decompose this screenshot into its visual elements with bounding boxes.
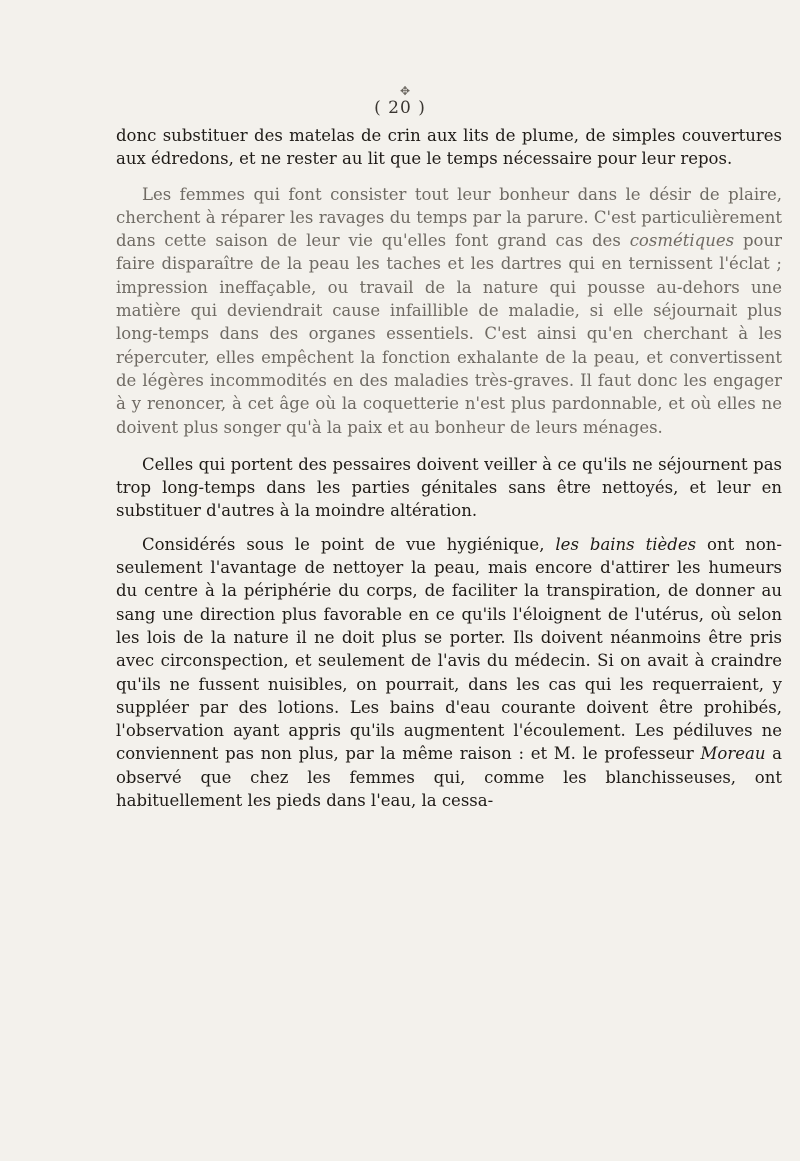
paragraph-2	[116, 183, 782, 439]
paragraph-4	[116, 533, 782, 813]
page-number: ( 20 )	[374, 98, 426, 118]
paragraph-4-seg-0: Considérés sous le point de vue hygiénique,	[142, 534, 556, 554]
paragraph-3-text: Celles qui portent des pessaires doivent veiller à ce qu'ils ne séjournent pas trop long-temps dans les parties génitales sans être nettoyés, et leur en substituer d'autres à la moindre altération.	[116, 454, 782, 521]
paragraph-1	[116, 124, 782, 171]
paragraph-1-text: donc substituer des matelas de crin aux lits de plume, de simples couvertures aux édredons, et ne rester au lit que le temps nécessaire pour leur repos.	[116, 126, 782, 169]
term-bains-tiedes: les bains tièdes	[555, 534, 697, 554]
paragraph-4-seg-4: a observé que chez les femmes qui, comme les blanchisseuses, ont habituellement les pieds dans l'eau, la cessa-	[116, 744, 782, 811]
paragraph-3	[116, 453, 782, 523]
paragraph-2-seg-0: Les femmes qui font consister tout leur bonheur dans le désir de plaire, cherchent à réparer les ravages du temps par la parure. C'est particulièrement dans cette saison de leur vie qu'elles font grand cas des	[116, 184, 782, 251]
printer-mark: ✥	[400, 84, 411, 98]
term-cosmetiques: cosmétiques	[629, 231, 735, 251]
paragraph-4-seg-2: ont non-seulement l'avantage de nettoyer la peau, mais encore d'attirer les humeurs du centre à la périphérie du corps, de faciliter la transpiration, de donner au sang une direction plus favorable en ce qu'ils l'éloignent de l'utérus, où selon les lois de la nature il ne doit plus se porter. Ils doivent néanmoins être pris avec circonspection, et seulement de l'avis du médecin. Si on avait à craindre qu'ils ne fussent nuisibles, on pourrait, dans les cas qui les requerraient, y suppléer par des lotions. Les bains d'eau courante doivent être prohibés, l'observation ayant appris qu'ils augmentent l'écoulement. Les pédiluves ne conviennent pas non plus, par la même raison : et M. le professeur	[116, 534, 782, 764]
paragraph-2-seg-2: pour faire disparaître de la peau les taches et les dartres qui en ternissent l'éclat ; impression ineffaçable, ou travail de la nature qui pousse au-dehors une matière qui deviendrait cause infaillible de maladie, si elle séjournait plus long-temps dans des organes essentiels. C'est ainsi qu'en cherchant à les répercuter, elles empêchent la fonction exhalante de la peau, et convertissent de légères incommodités en des maladies très-graves. Il faut donc les engager à y renoncer, à cet âge où la coquetterie n'est plus pardonnable, et où elles ne doivent plus songer qu'à la paix et au bonheur de leurs ménages.	[116, 231, 782, 437]
name-moreau: Moreau	[700, 744, 766, 764]
body-text	[116, 124, 782, 812]
